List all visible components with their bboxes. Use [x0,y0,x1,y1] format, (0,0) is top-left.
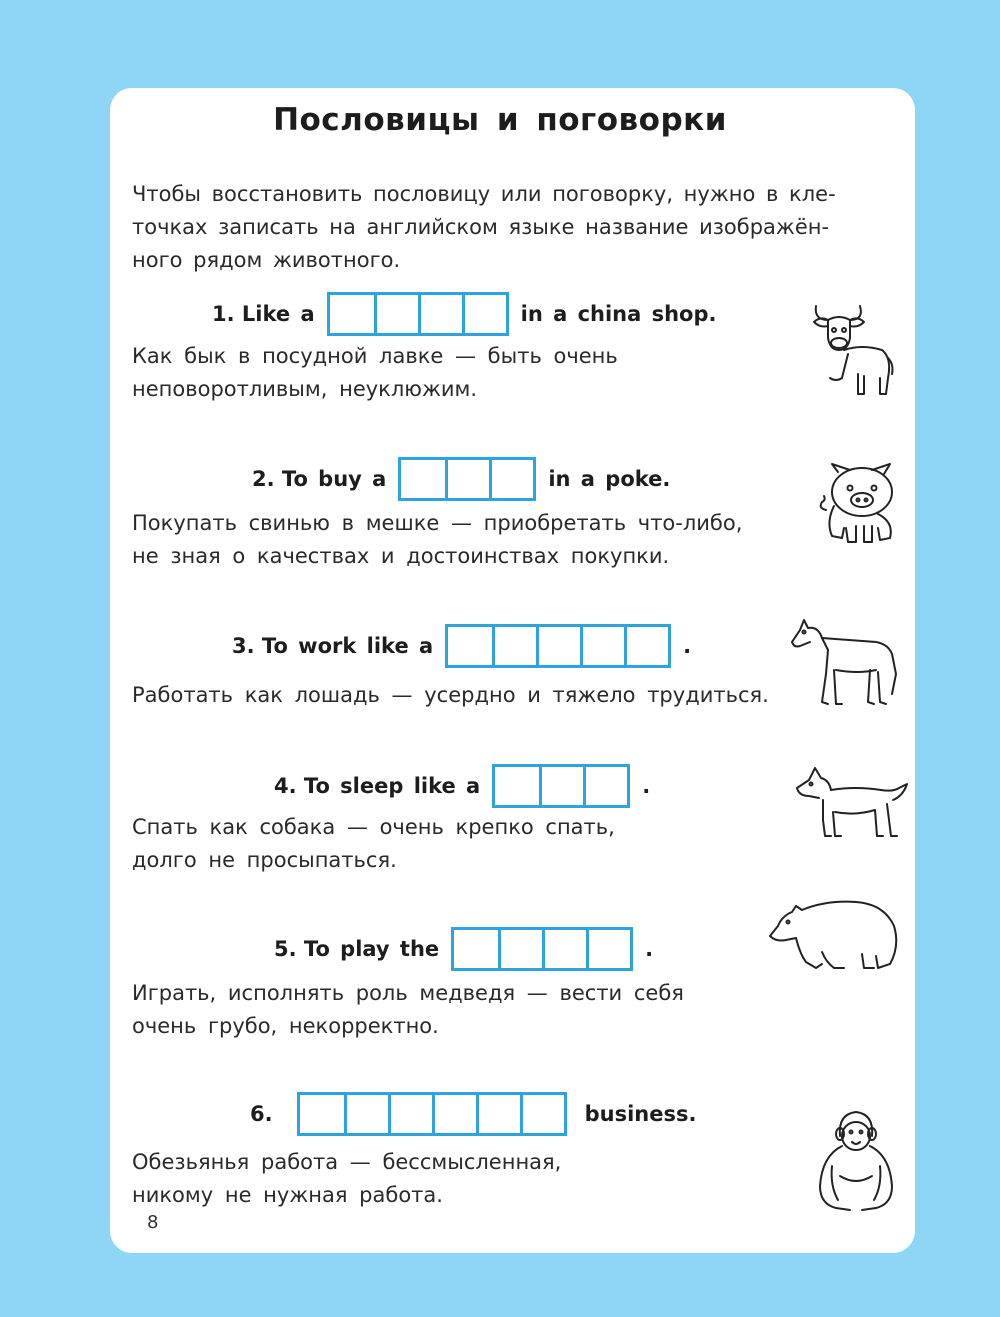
bear-icon [766,896,900,976]
proverb-number: 1. [212,302,235,326]
instructions-line: ного рядом животного. [132,248,401,272]
instructions-line: точках записать на английском языке название изображён- [132,215,830,239]
proverb-text-before: Like a [241,302,315,326]
proverb-text-after: . [683,634,692,658]
page-title: Пословицы и поговорки [273,102,727,138]
answer-boxes[interactable] [492,764,630,808]
proverb-6 [250,1090,696,1138]
answer-boxes[interactable] [445,624,671,668]
proverb-text-after: in a china shop. [520,302,717,326]
letter-cell[interactable] [492,627,536,665]
letter-cell[interactable] [489,460,533,498]
answer-boxes[interactable] [451,927,633,971]
letter-cell[interactable] [300,1095,344,1133]
translation-line: очень грубо, некорректно. [132,1014,439,1038]
letter-cell[interactable] [462,295,506,333]
translation-line: Играть, исполнять роль медведя — вести себя [132,981,684,1005]
letter-cell[interactable] [580,627,624,665]
proverb-2 [252,455,670,503]
bull-icon [802,298,897,403]
proverb-3 [232,622,691,670]
proverb-text-after: . [645,937,654,961]
translation-line: Как бык в посудной лавке — быть очень [132,344,618,368]
pig-icon [816,462,906,547]
translation-line: никому не нужная работа. [132,1183,443,1207]
letter-cell[interactable] [330,295,374,333]
dog-icon [795,766,910,841]
translation-line: неповоротливым, неуклюжим. [132,377,478,401]
answer-boxes[interactable] [297,1092,567,1136]
translation-line: Обезьянья работа — бессмысленная, [132,1150,562,1174]
monkey-icon [810,1106,900,1214]
letter-cell[interactable] [445,460,489,498]
proverb-number: 6. [250,1102,273,1126]
proverb-number: 4. [274,774,297,798]
letter-cell[interactable] [624,627,668,665]
letter-cell[interactable] [432,1095,476,1133]
proverb-number: 5. [274,937,297,961]
translation-line: Работать как лошадь — усердно и тяжело трудиться. [132,683,769,707]
proverb-4 [274,762,650,810]
translation-line: не зная о качествах и достоинствах покупки. [132,544,670,568]
letter-cell[interactable] [586,930,630,968]
letter-cell[interactable] [495,767,539,805]
letter-cell[interactable] [498,930,542,968]
proverb-text-after: business. [584,1102,697,1126]
proverb-text-before: To play the [303,937,440,961]
proverb-1 [212,290,716,338]
instructions-line: Чтобы восстановить пословицу или поговорку, нужно в кле- [132,182,836,206]
proverb-translation [132,811,615,877]
proverb-number: 2. [252,467,275,491]
proverb-5 [274,925,653,973]
proverb-text-after: in a poke. [548,467,671,491]
letter-cell[interactable] [418,295,462,333]
page-number: 8 [147,1212,159,1233]
letter-cell[interactable] [583,767,627,805]
proverb-translation [132,679,769,712]
translation-line: Покупать свинью в мешке — приобретать что-либо, [132,511,743,535]
letter-cell[interactable] [536,627,580,665]
letter-cell[interactable] [448,627,492,665]
letter-cell[interactable] [454,930,498,968]
proverb-number: 3. [232,634,255,658]
instructions [132,178,892,277]
letter-cell[interactable] [344,1095,388,1133]
translation-line: долго не просыпаться. [132,848,397,872]
proverb-translation [132,340,618,406]
proverb-translation [132,1146,561,1212]
proverb-text-before: To buy a [281,467,387,491]
proverb-text-after: . [642,774,651,798]
proverb-translation [132,977,684,1043]
proverb-text-before: To work like a [261,634,434,658]
letter-cell[interactable] [374,295,418,333]
letter-cell[interactable] [388,1095,432,1133]
proverb-translation [132,507,742,573]
letter-cell[interactable] [539,767,583,805]
horse-icon [788,614,900,708]
letter-cell[interactable] [520,1095,564,1133]
letter-cell[interactable] [476,1095,520,1133]
answer-boxes[interactable] [398,457,536,501]
letter-cell[interactable] [401,460,445,498]
answer-boxes[interactable] [327,292,509,336]
letter-cell[interactable] [542,930,586,968]
proverb-text-before: To sleep like a [303,774,481,798]
translation-line: Спать как собака — очень крепко спать, [132,815,615,839]
